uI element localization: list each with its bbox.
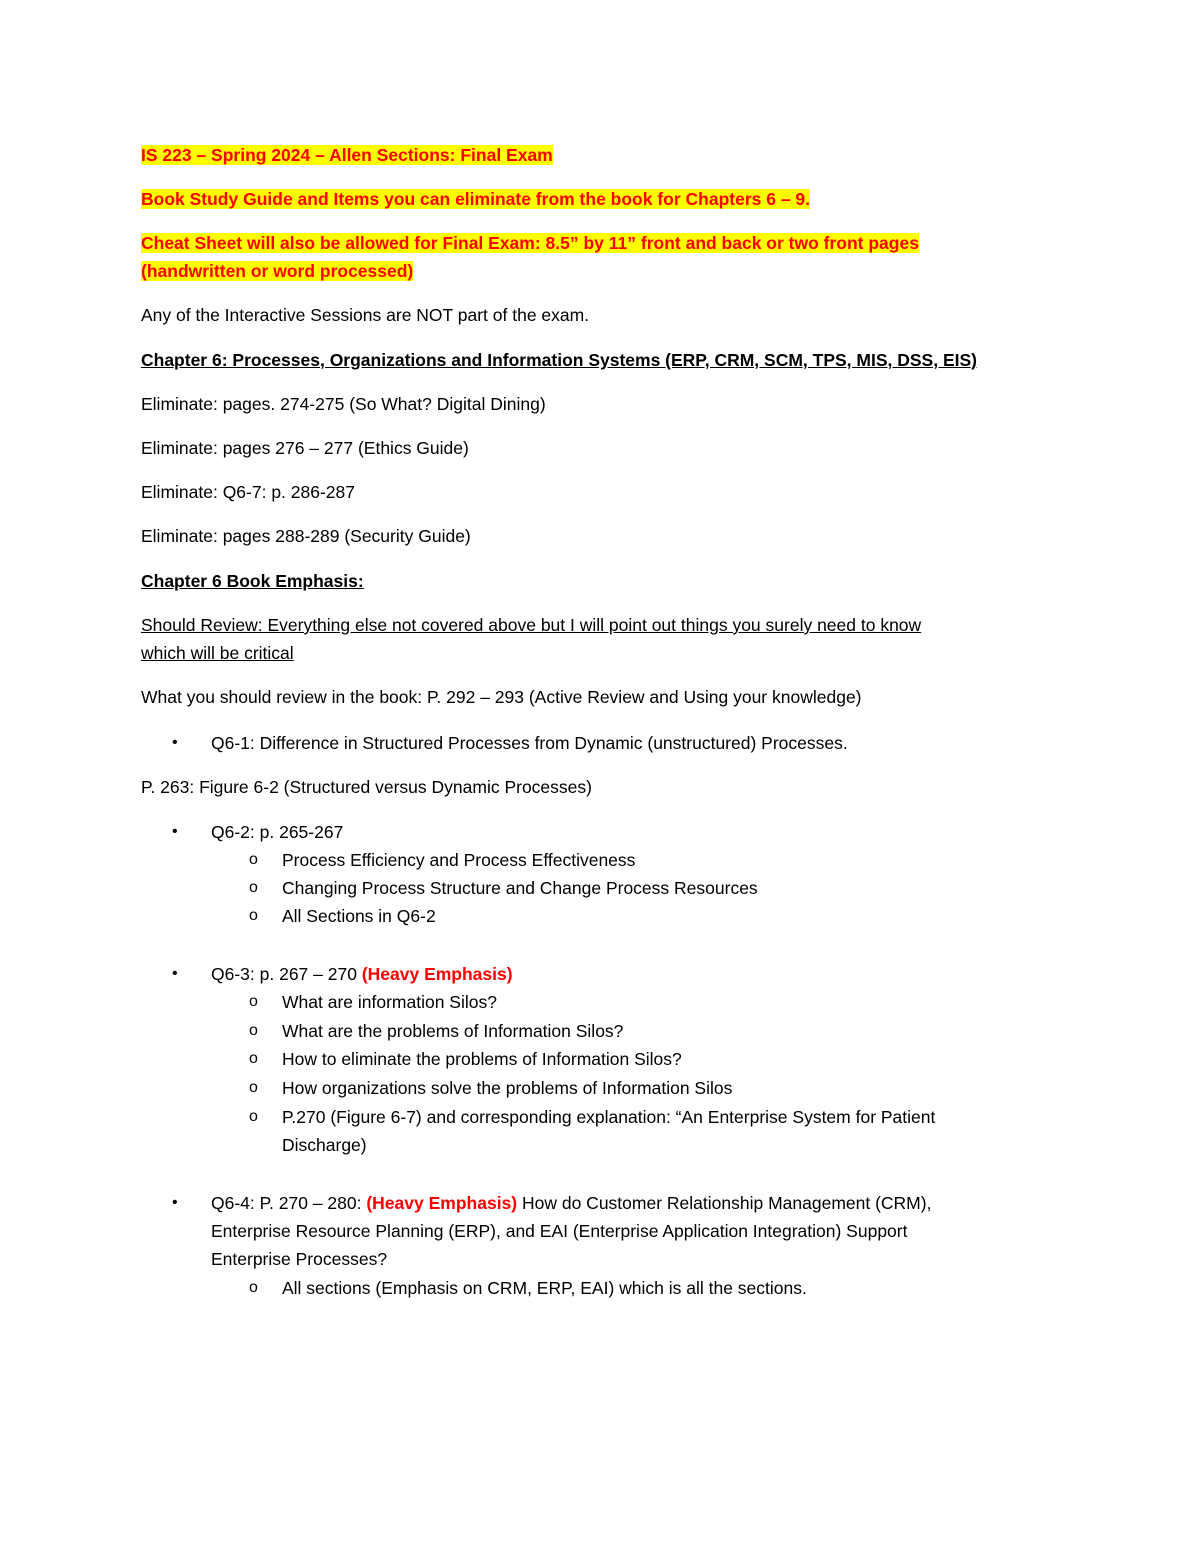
q6-2-sub-item: Process Efficiency and Process Effectiveness	[282, 850, 636, 870]
sub-bullet-icon: o	[249, 993, 258, 1010]
q6-4-label: Q6-4: P. 270 – 280:	[211, 1193, 367, 1213]
chapter-6-heading: Chapter 6: Processes, Organizations and Information Systems (ERP, CRM, SCM, TPS, MIS, DSS, EIS)	[141, 350, 977, 370]
bullet-icon: •	[172, 734, 178, 751]
sub-bullet-icon: o	[249, 1279, 258, 1296]
bullet-icon: •	[172, 965, 178, 982]
q6-4-heavy-emphasis: (Heavy Emphasis)	[366, 1193, 518, 1213]
sub-bullet-icon: o	[249, 907, 258, 924]
q6-2-sub-item: All Sections in Q6-2	[282, 906, 436, 926]
sub-bullet-icon: o	[249, 1022, 258, 1039]
study-guide-subtitle-text: Book Study Guide and Items you can eliminate from the book for Chapters 6 – 9.	[141, 189, 811, 209]
p263-figure-note: P. 263: Figure 6-2 (Structured versus Dynamic Processes)	[141, 777, 592, 797]
study-guide-subtitle	[141, 185, 810, 213]
chapter-6-emphasis-heading: Chapter 6 Book Emphasis:	[141, 571, 364, 591]
should-review-line-1: Should Review: Everything else not covered above but I will point out things you surely need to know	[141, 615, 922, 635]
eliminate-item: Eliminate: Q6-7: p. 286-287	[141, 482, 356, 502]
cheat-sheet-line-1	[141, 229, 919, 257]
sub-bullet-icon: o	[249, 1079, 258, 1096]
sub-bullet-icon: o	[249, 1050, 258, 1067]
cheat-sheet-line-2	[141, 257, 413, 285]
q6-4-line-3: Enterprise Processes?	[211, 1249, 388, 1269]
q6-4-text: How do Customer Relationship Management (CRM),	[517, 1193, 932, 1213]
q6-1-item: Q6-1: Difference in Structured Processes from Dynamic (unstructured) Processes.	[211, 733, 848, 753]
cheat-sheet-text-1: Cheat Sheet will also be allowed for Final Exam: 8.5” by 11” front and back or two front pages	[141, 233, 919, 253]
what-to-review: What you should review in the book: P. 292 – 293 (Active Review and Using your knowledge)	[141, 687, 862, 707]
bullet-icon: •	[172, 823, 178, 840]
sub-bullet-icon: o	[249, 851, 258, 868]
eliminate-item: Eliminate: pages. 274-275 (So What? Digital Dining)	[141, 394, 546, 414]
exam-title-text: IS 223 – Spring 2024 – Allen Sections: Final Exam	[141, 145, 553, 165]
cheat-sheet-text-2: (handwritten or word processed)	[141, 261, 414, 281]
q6-3-label: Q6-3: p. 267 – 270	[211, 964, 362, 984]
q6-3-sub-item: P.270 (Figure 6-7) and corresponding explanation: “An Enterprise System for Patient	[282, 1107, 936, 1127]
exam-title	[141, 141, 553, 169]
q6-4-line-1	[211, 1189, 931, 1217]
q6-3-sub-item: How organizations solve the problems of Information Silos	[282, 1078, 733, 1098]
q6-3-sub-item: What are the problems of Information Silos?	[282, 1021, 624, 1041]
eliminate-item: Eliminate: pages 276 – 277 (Ethics Guide)	[141, 438, 469, 458]
q6-3-line	[211, 960, 513, 988]
q6-2-sub-item: Changing Process Structure and Change Process Resources	[282, 878, 758, 898]
bullet-icon: •	[172, 1194, 178, 1211]
q6-4-line-2: Enterprise Resource Planning (ERP), and EAI (Enterprise Application Integration) Support	[211, 1221, 908, 1241]
q6-3-sub-item: What are information Silos?	[282, 992, 497, 1012]
eliminate-item: Eliminate: pages 288-289 (Security Guide)	[141, 526, 471, 546]
q6-3-sub-item: How to eliminate the problems of Information Silos?	[282, 1049, 682, 1069]
q6-4-sub-item: All sections (Emphasis on CRM, ERP, EAI) which is all the sections.	[282, 1278, 807, 1298]
sub-bullet-icon: o	[249, 1108, 258, 1125]
q6-3-sub-item-continued: Discharge)	[282, 1135, 367, 1155]
q6-2-label: Q6-2: p. 265-267	[211, 822, 344, 842]
q6-3-heavy-emphasis: (Heavy Emphasis)	[361, 964, 513, 984]
intro-text: Any of the Interactive Sessions are NOT part of the exam.	[141, 305, 590, 325]
sub-bullet-icon: o	[249, 879, 258, 896]
should-review-line-2: which will be critical	[141, 643, 294, 663]
